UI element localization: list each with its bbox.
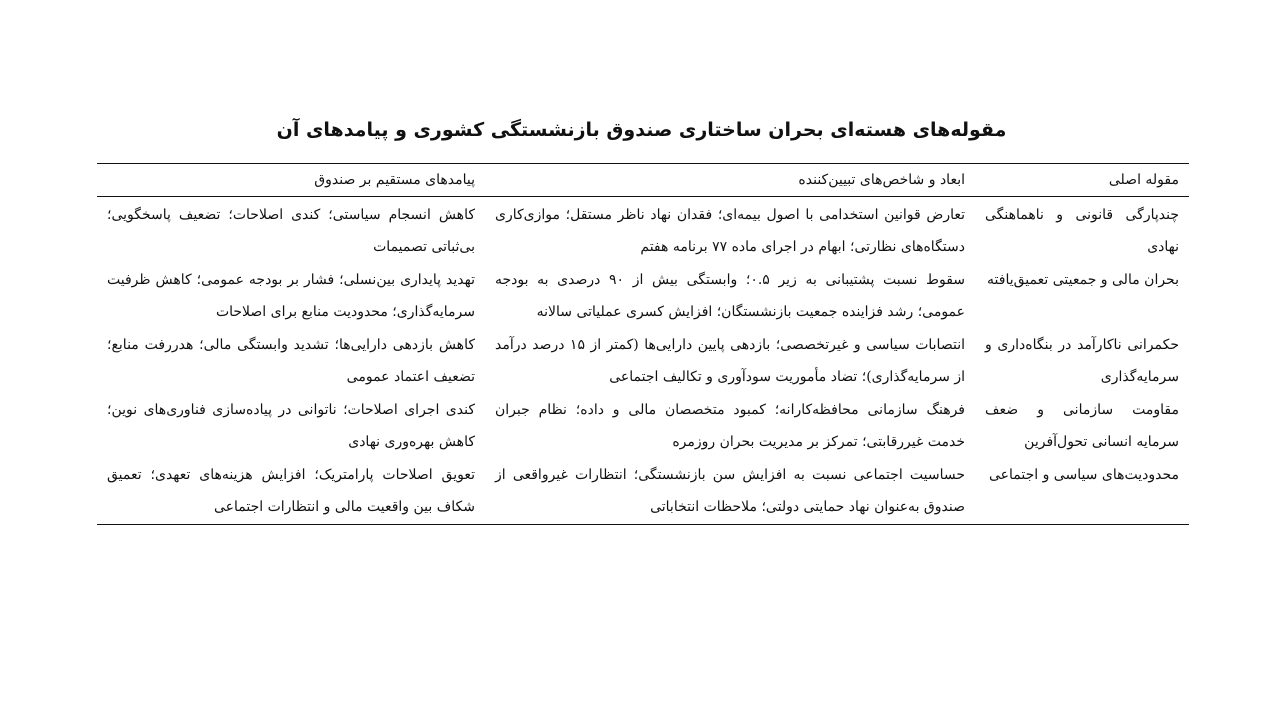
cell-consequences: کاهش بازدهی دارایی‌ها؛ تشدید وابستگی مالی؛ هدررفت منابع؛ تضعیف اعتماد عمومی [107, 337, 475, 385]
cell-dimensions: سقوط نسبت پشتیبانی به زیر ۰.۵؛ وابستگی بیش از ۹۰ درصدی به بودجه عمومی؛ رشد فزاینده جمعیت بازنشستگان؛ افزایش کسری عملیاتی سالانه [495, 272, 966, 320]
table-row [97, 197, 1189, 264]
cell-consequences: کاهش انسجام سیاستی؛ کندی اصلاحات؛ تضعیف پاسخگویی؛ بی‌ثباتی تصمیمات [107, 207, 475, 255]
header-dimensions: ابعاد و شاخص‌های تبیین‌کننده [485, 164, 975, 197]
cell-dimensions: انتصابات سیاسی و غیرتخصصی؛ بازدهی پایین دارایی‌ها (کمتر از ۱۵ درصد درآمد از سرمایه‌گذاری)؛ تضاد مأموریت سودآوری و تکالیف اجتماعی [495, 337, 965, 385]
cell-main-category: حکمرانی ناکارآمد در بنگاه‌داری و سرمایه‌گذاری [985, 337, 1179, 385]
cell-main-category: بحران مالی و جمعیتی تعمیق‌یافته [987, 272, 1179, 288]
header-main-category: مقوله اصلی [975, 164, 1189, 197]
table-row [97, 458, 1189, 525]
cell-consequences: تهدید پایداری بین‌نسلی؛ فشار بر بودجه عمومی؛ کاهش ظرفیت سرمایه‌گذاری؛ محدودیت منابع برای اصلاحات [107, 272, 475, 320]
core-categories-table [97, 163, 1189, 525]
table-row [97, 328, 1189, 393]
cell-consequences: کندی اجرای اصلاحات؛ ناتوانی در پیاده‌سازی فناوری‌های نوین؛ کاهش بهره‌وری نهادی [107, 402, 475, 450]
header-row [97, 164, 1189, 197]
cell-dimensions: تعارض قوانین استخدامی با اصول بیمه‌ای؛ فقدان نهاد ناظر مستقل؛ موازی‌کاری دستگاه‌های نظارتی؛ ابهام در اجرای ماده ۷۷ برنامه هفتم [495, 207, 965, 255]
cell-dimensions: حساسیت اجتماعی نسبت به افزایش سن بازنشستگی؛ انتظارات غیرواقعی از صندوق به‌عنوان نهاد حمایتی دولتی؛ ملاحظات انتخاباتی [495, 467, 965, 515]
cell-consequences: تعویق اصلاحات پارامتریک؛ افزایش هزینه‌های تعهدی؛ تعمیق شکاف بین واقعیت مالی و انتظارات اجتماعی [107, 467, 475, 515]
cell-main-category: محدودیت‌های سیاسی و اجتماعی [988, 467, 1179, 483]
cell-dimensions: فرهنگ سازمانی محافظه‌کارانه؛ کمبود متخصصان مالی و داده؛ نظام جبران خدمت غیررقابتی؛ تمرکز بر مدیریت بحران روزمره [495, 402, 965, 450]
table-title: مقوله‌های هسته‌ای بحران ساختاری صندوق بازنشستگی کشوری و پیامدهای آن [276, 119, 1007, 141]
cell-main-category: چندپارگی قانونی و ناهماهنگی نهادی [985, 207, 1179, 255]
table-row [97, 393, 1189, 458]
table-row [97, 263, 1189, 328]
header-consequences: پیامدهای مستقیم بر صندوق [97, 164, 485, 197]
cell-main-category: مقاومت سازمانی و ضعف سرمایه انسانی تحول‌آفرین [985, 402, 1179, 450]
